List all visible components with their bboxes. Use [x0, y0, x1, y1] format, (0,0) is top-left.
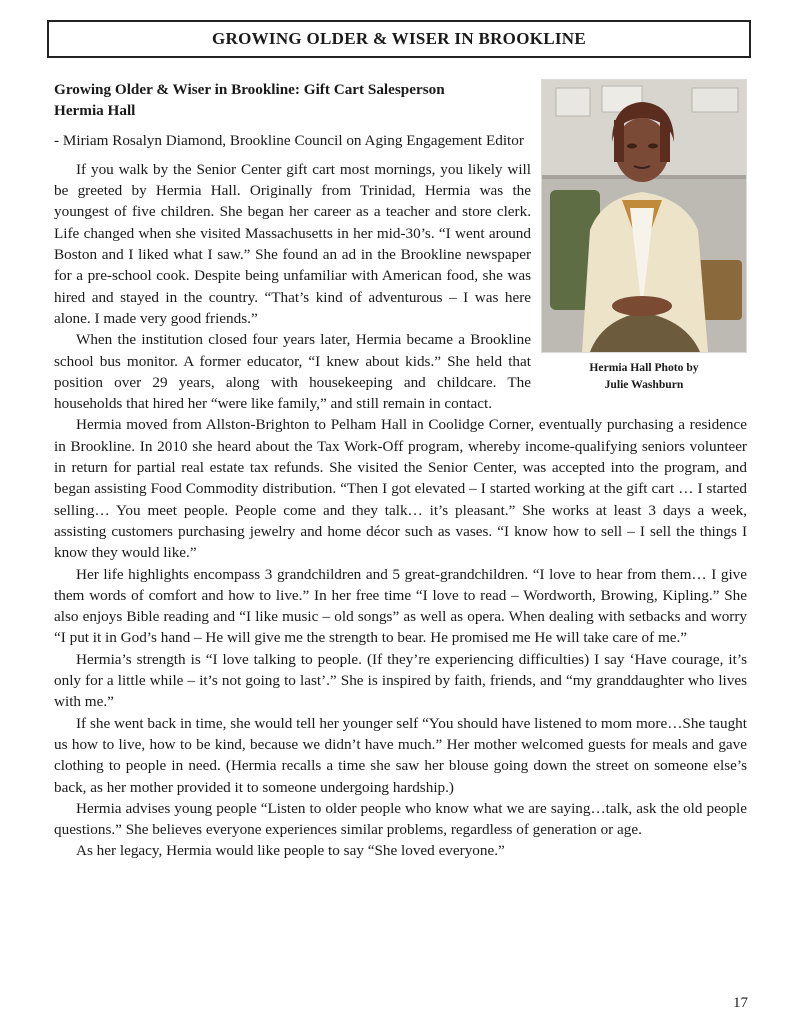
paragraph-4: Her life highlights encompass 3 grandchildren and 5 great-grandchildren. “I love to hear from them… I give them words of comfort and how to live.” In her free time “I love to read – Wordworth, Browing, Kipling.” She also enjoys Bible reading and “I like music – old songs” as well as opera. When dealing with setbacks and worry “I put it in God’s hand – He will give me the strength to bear. He promised me He will take care of me.”: [54, 565, 747, 647]
page-number: 17: [733, 995, 748, 1011]
paragraph-6: If she went back in time, she would tell her younger self “You should have listened to mom more…She taught us how to live, how to be kind, because we didn’t have much.” Her mother welcomed guests for meals and gave clothing to people in need. (Hermia recalls a time she saw her blouse going down the street on someone else’s back, as her mother provided it to someone undergoing hardship.): [54, 714, 747, 796]
portrait-photo: [541, 79, 747, 353]
paragraph-7: Hermia advises young people “Listen to older people who know what we are saying…talk, ask the old people questions.” She believes everyone experiences similar problems, regardless of generation or age.: [54, 799, 747, 839]
photo-caption: [541, 359, 747, 393]
paragraph-2: When the institution closed four years later, Hermia became a Brookline school bus monitor. A former educator, “I knew about kids.” She held that position over 29 years, along with housekeeping and childcare. The households that hired her “were like family,” and still remain in contact.: [54, 331, 531, 413]
paragraph-5: Hermia’s strength is “I love talking to people. (If they’re experiencing difficulties) I say ‘Have courage, it’s only for a little while – it’s not going to last’.” She is inspired by faith, friends, and “my granddaughter who lives with me.”: [54, 650, 747, 711]
headline-line1: Growing Older & Wiser in Brookline: Gift Cart Salesperson: [54, 81, 445, 98]
byline: - Miriam Rosalyn Diamond, Brookline Council on Aging Engagement Editor: [54, 131, 524, 149]
photo-block: [541, 79, 747, 393]
section-header: [47, 20, 751, 58]
photo-caption-line2: Julie Washburn: [604, 378, 684, 391]
article: [54, 79, 747, 862]
paragraph-1: If you walk by the Senior Center gift cart most mornings, you likely will be greeted by Hermia Hall. Originally from Trinidad, Hermia was the youngest of five children. She began her career as a teacher and store clerk. Life changed when she visited Massachusetts in her mid-30’s. “I went around Boston and I liked what I saw.” She found an ad in the Brookline newspaper for a pre-school cook. Despite being unfamiliar with American food, she was hired and stayed in the country. “That’s kind of adventurous – I was here alone. I made very good friends.”: [54, 160, 531, 327]
headline-line2: Hermia Hall: [54, 102, 136, 120]
photo-caption-line1: Hermia Hall Photo by: [589, 361, 699, 374]
paragraph-3: Hermia moved from Allston-Brighton to Pelham Hall in Coolidge Corner, eventually purchasing a residence in Brookline. In 2010 she heard about the Tax Work-Off program, whereby income-qualifying seniors volunteer in return for partial real estate tax refunds. She visited the Senior Center, was accepted into the program, and began assisting Food Commodity distribution. “Then I got elevated – I started working at the gift cart … I started selling… You meet people. People come and they talk… it’s pleasant.” She works at least 3 days a week, assisting customers purchasing jewelry and home décor such as vases. “I know how to sell – I sell the things I know they would like.”: [54, 416, 747, 562]
section-header-title: GROWING OLDER & WISER IN BROOKLINE: [211, 29, 587, 48]
paragraph-8: As her legacy, Hermia would like people to say “She loved everyone.”: [76, 842, 505, 860]
